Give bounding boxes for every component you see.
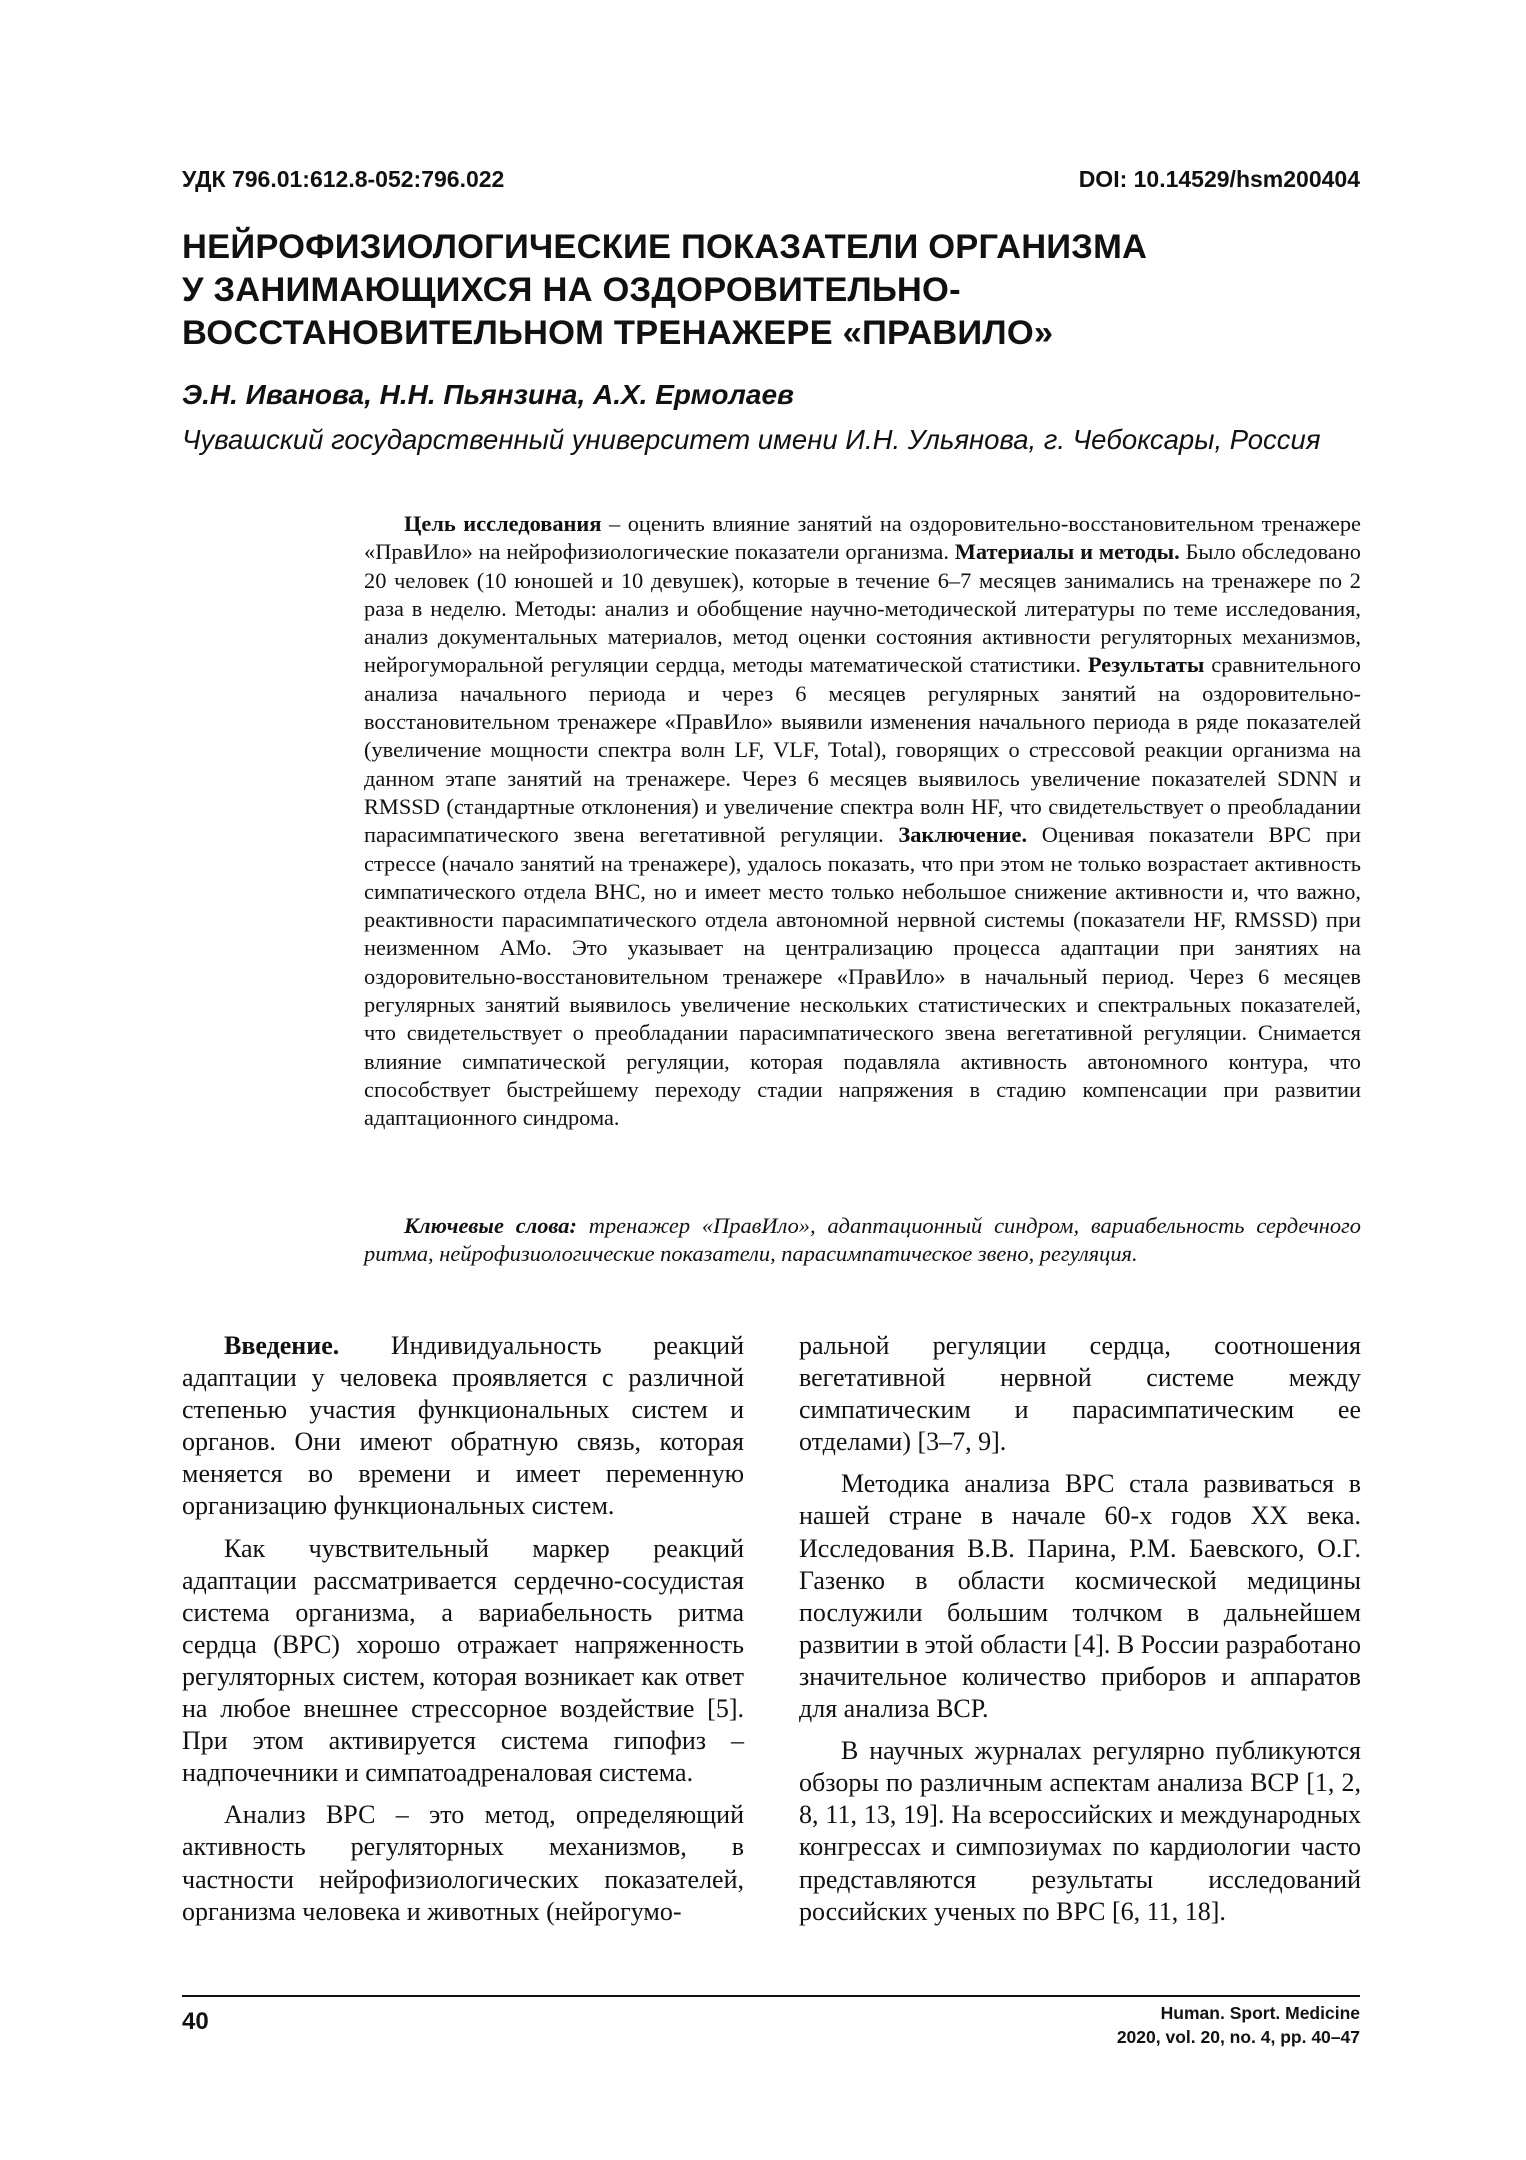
footer-divider — [182, 1995, 1360, 1997]
udk-code: УДК 796.01:612.8-052:796.022 — [182, 166, 505, 192]
body-paragraph: В научных журналах регулярно публикуются обзоры по различным аспектам анализа ВСР [1, 2, 8, 11, 13, 19]. На всероссийских и международных конгрессах и симпозиумах по кардиологии часто представляются результаты исследований российских ученых по ВРС [6, 11, 18]. — [799, 1736, 1361, 1926]
doi: DOI: 10.14529/hsm200404 — [1078, 166, 1360, 192]
results-text: сравнительного анализа начального периода и через 6 месяцев регулярных занятий на оздоровительно-восстановительном тренажере «ПравИло» выявили изменения начального периода в ряде показателей (увеличение мощности спектра волн LF, VLF, Total), говорящих о стрессовой реакции организма на данном этапе занятий на тренажере. Через 6 месяцев выявилось увеличение показателей SDNN и RMSSD (стандартные отклонения) и увеличение спектра волн HF, что свидетельствует о преобладании парасимпатического звена вегетативной регуляции. — [364, 652, 1361, 848]
abstract-paragraph — [364, 510, 1361, 1133]
body-column-left — [182, 1330, 744, 1938]
conclusion-text: Оценивая показатели ВРС при стрессе (начало занятий на тренажере), удалось показать, что при этом не только возрастает активность симпатического отдела ВНС, но и имеет место только небольшое снижение активности и, что важно, реактивности парасимпатического отдела автономной нервной системы (показатели HF, RMSSD) при неизменном АМо. Это указывает на централизацию процесса адаптации при занятиях на оздоровительно-восстановительном тренажере «ПравИло» в начальный период. Через 6 месяцев регулярных занятий выявилось увеличение нескольких статистических и спектральных показателей, что свидетельствует о преобладании парасимпатического звена вегетативной регуляции. Снимается влияние симпатической регуляции, которая подавляла активность автономного контура, что способствует быстрейшему переходу стадии напряжения в стадию компенсации при развитии адаптационного синдрома. — [364, 822, 1361, 1131]
intro-label: Введение. — [224, 1331, 340, 1360]
keywords-text: тренажер «ПравИло», адаптационный синдром, вариабельность сердечного ритма, нейрофизиологические показатели, парасимпатическое звено, регуляция. — [364, 1213, 1361, 1267]
methods-label: Материалы и методы. — [954, 539, 1180, 565]
title-line: НЕЙРОФИЗИОЛОГИЧЕСКИЕ ПОКАЗАТЕЛИ ОРГАНИЗМА — [182, 228, 1148, 266]
results-label: Результаты — [1087, 652, 1205, 678]
keywords-label: Ключевые слова: — [404, 1213, 577, 1238]
authors: Э.Н. Иванова, Н.Н. Пьянзина, А.Х. Ермолаев — [182, 379, 794, 410]
journal-info — [1117, 2001, 1360, 2049]
page-number: 40 — [182, 2008, 209, 2035]
keywords — [364, 1212, 1361, 1269]
aim-label: Цель исследования — [404, 511, 602, 536]
body-paragraph: ральной регуляции сердца, соотношения вегетативной нервной системе между симпатическим и парасимпатическим ее отделами) [3–7, 9]. — [799, 1331, 1361, 1457]
body-text: Индивидуальность реакций адаптации у человека проявляется с различной степенью участия функциональных систем и органов. Они имеют обратную связь, которая меняется во времени и имеет переменную организацию функциональных систем. — [182, 1331, 744, 1521]
title-line: У ЗАНИМАЮЩИХСЯ НА ОЗДОРОВИТЕЛЬНО- — [182, 271, 961, 309]
abstract — [364, 510, 1361, 1133]
methods-text: Было обследовано 20 человек (10 юношей и 10 девушек), которые в течение 6–7 месяцев занимались на тренажере по 2 раза в неделю. Методы: анализ и обобщение научно-методической литературы по теме исследования, анализ документальных материалов, метод оценки состояния активности регуляторных механизмов, нейрогуморальной регуляции сердца, методы математической статистики. — [364, 539, 1362, 678]
body-column-right — [799, 1330, 1361, 1938]
aim-text: – оценить влияние занятий на оздоровительно-восстановительном тренажере «ПравИло» на нейрофизиологические показатели организма. — [364, 511, 1361, 565]
affiliation: Чувашский государственный университет имени И.Н. Ульянова, г. Чебоксары, Россия — [182, 424, 1321, 455]
conclusion-label: Заключение. — [898, 822, 1028, 848]
article-title — [182, 226, 1372, 355]
journal-name: Human. Sport. Medicine — [1160, 2003, 1360, 2023]
title-line: ВОССТАНОВИТЕЛЬНОМ ТРЕНАЖЕРЕ «ПРАВИЛО» — [182, 314, 1054, 352]
journal-volume: 2020, vol. 20, no. 4, pp. 40–47 — [1116, 2027, 1360, 2047]
body-paragraph: Методика анализа ВРС стала развиваться в нашей стране в начале 60-х годов XX века. Исследования В.В. Парина, Р.М. Баевского, О.Г. Газенко в области космической медицины послужили большим толчком в дальнейшем развитии в этой области [4]. В России разработано значительное количество приборов и аппаратов для анализа ВСР. — [799, 1469, 1361, 1724]
article-header — [182, 166, 1360, 200]
body-paragraph — [182, 1330, 744, 1523]
body-paragraph: Как чувствительный маркер реакций адаптации рассматривается сердечно-сосудистая система организма, а вариабельность ритма сердца (ВРС) хорошо отражает напряженность регуляторных систем, которая возникает как ответ на любое внешнее стрессорное воздействие [5]. При этом активируется система гипофиз – надпочечники и симпатоадреналовая система. — [182, 1533, 744, 1788]
body-paragraph: Анализ ВРС – это метод, определяющий активность регуляторных механизмов, в частности нейрофизиологических показателей, организма человека и животных (нейрогумо- — [182, 1800, 744, 1926]
keywords-paragraph — [364, 1212, 1361, 1269]
